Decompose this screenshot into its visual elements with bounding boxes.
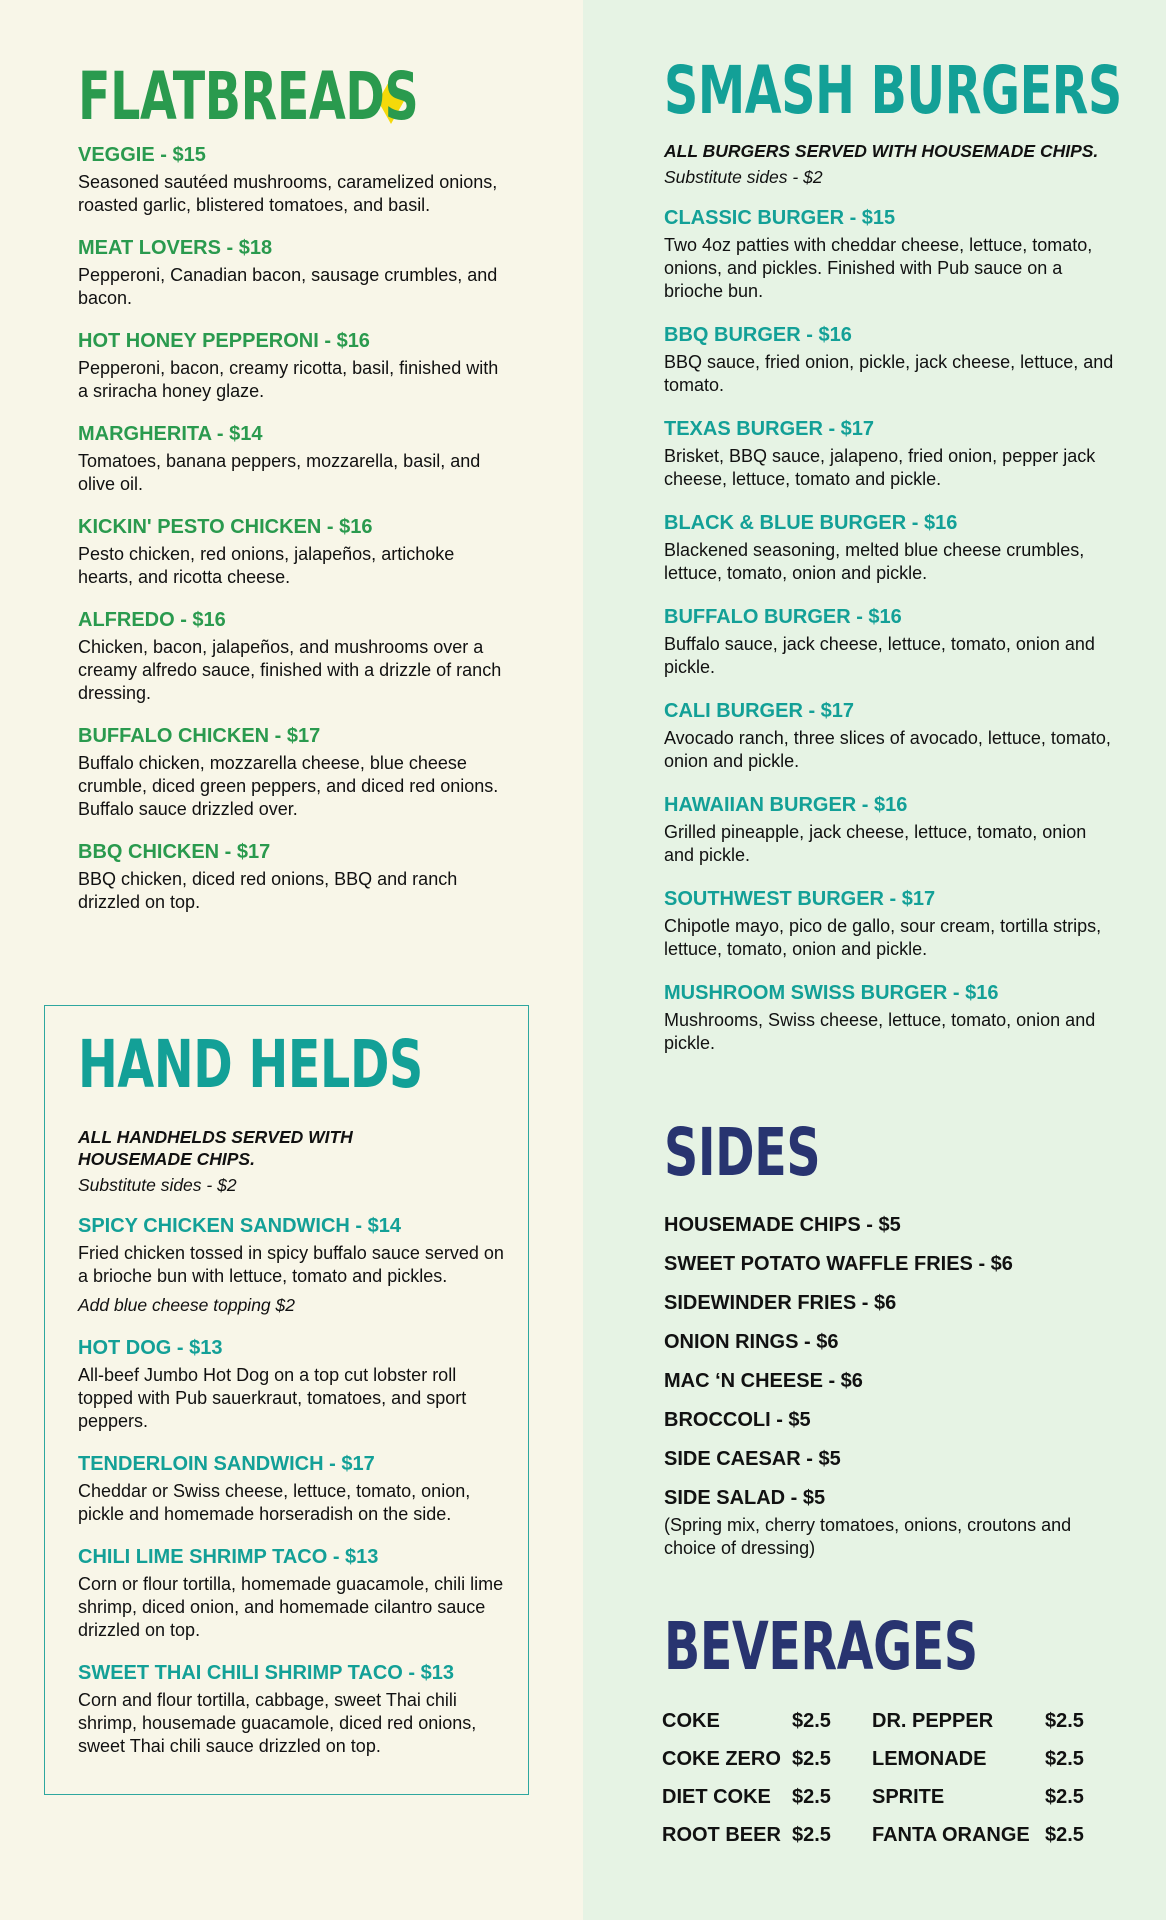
salad-note: (Spring mix, cherry tomatoes, onions, croutons and choice of dressing) xyxy=(664,1515,1072,1558)
item-name: ALFREDO - $16 xyxy=(78,609,226,631)
list-item xyxy=(664,324,1114,397)
item-name: CHILI LIME SHRIMP TACO - $13 xyxy=(78,1546,379,1568)
handhelds-title: HAND HELDS xyxy=(78,1026,423,1103)
item-name: BUFFALO CHICKEN - $17 xyxy=(78,725,321,747)
table-row xyxy=(662,1786,1122,1824)
item-name: SOUTHWEST BURGER - $17 xyxy=(664,888,936,910)
item-name: TENDERLOIN SANDWICH - $17 xyxy=(78,1453,375,1475)
item-desc: Fried chicken tossed in spicy buffalo sauce served on a brioche bun with lettuce, tomato and pickles. xyxy=(78,1243,504,1286)
beverages-title: BEVERAGES xyxy=(664,1608,978,1685)
beverage-price: $2.5 xyxy=(792,1748,831,1770)
item-name: BBQ BURGER - $16 xyxy=(664,324,852,346)
list-item: SIDEWINDER FRIES - $6 xyxy=(664,1292,897,1314)
list-item xyxy=(664,982,1114,1055)
item-desc: Tomatoes, banana peppers, mozzarella, basil, and olive oil. xyxy=(78,451,481,494)
item-desc: Chipotle mayo, pico de gallo, sour cream, tortilla strips, lettuce, tomato, onion and pickle. xyxy=(664,916,1102,959)
item-desc: Pepperoni, Canadian bacon, sausage crumbles, and bacon. xyxy=(78,265,498,308)
item-desc: Seasoned sautéed mushrooms, caramelized onions, roasted garlic, blistered tomatoes, and basil. xyxy=(78,172,498,215)
item-name: MUSHROOM SWISS BURGER - $16 xyxy=(664,982,999,1004)
item-name: HAWAIIAN BURGER - $16 xyxy=(664,794,908,816)
burgers-title: SMASH BURGERS xyxy=(664,52,1122,129)
item-desc: BBQ chicken, diced red onions, BBQ and ranch drizzled on top. xyxy=(78,869,458,912)
burgers-section xyxy=(664,52,1122,1076)
list-item xyxy=(78,330,508,403)
item-name: HOT HONEY PEPPERONI - $16 xyxy=(78,330,370,352)
handhelds-substitute: Substitute sides - $2 xyxy=(78,1175,237,1195)
list-item xyxy=(78,1662,518,1758)
beverage-price: $2.5 xyxy=(792,1824,831,1846)
flatbreads-list xyxy=(78,144,508,914)
table-row xyxy=(662,1748,1122,1786)
item-name: SWEET THAI CHILI SHRIMP TACO - $13 xyxy=(78,1662,454,1684)
item-desc: Blackened seasoning, melted blue cheese crumbles, lettuce, tomato, onion and pickle. xyxy=(664,540,1085,583)
list-item xyxy=(664,888,1114,961)
beverage-price: $2.5 xyxy=(792,1786,831,1808)
beverage-price: $2.5 xyxy=(1045,1824,1084,1846)
list-item: MAC ‘N CHEESE - $6 xyxy=(664,1370,863,1392)
beverage-name: ROOT BEER xyxy=(662,1824,781,1846)
item-desc: Avocado ranch, three slices of avocado, lettuce, tomato, onion and pickle. xyxy=(664,728,1111,771)
sides-section xyxy=(664,1114,1114,1560)
item-desc: Cheddar or Swiss cheese, lettuce, tomato, onion, pickle and homemade horseradish on the side. xyxy=(78,1481,471,1524)
beverage-name: LEMONADE xyxy=(872,1748,987,1770)
table-row xyxy=(662,1824,1122,1862)
list-item xyxy=(78,841,508,914)
list-item xyxy=(78,1546,518,1642)
item-name: MEAT LOVERS - $18 xyxy=(78,237,273,259)
sides-title: SIDES xyxy=(664,1114,821,1191)
beverage-price: $2.5 xyxy=(1045,1748,1084,1770)
beverage-name: FANTA ORANGE xyxy=(872,1824,1030,1846)
item-name: VEGGIE - $15 xyxy=(78,144,206,166)
table-row xyxy=(662,1710,1122,1748)
list-item xyxy=(78,423,508,496)
list-item: SIDE CAESAR - $5 xyxy=(664,1448,841,1470)
list-item xyxy=(664,606,1114,679)
burgers-note: ALL BURGERS SERVED WITH HOUSEMADE CHIPS. xyxy=(664,141,1099,161)
list-item xyxy=(664,512,1114,585)
list-item: ONION RINGS - $6 xyxy=(664,1331,839,1353)
item-desc: Pesto chicken, red onions, jalapeños, artichoke hearts, and ricotta cheese. xyxy=(78,544,455,587)
beverages-table xyxy=(662,1710,1122,1862)
list-item xyxy=(78,1215,518,1317)
list-item xyxy=(78,1337,518,1433)
beverage-name: SPRITE xyxy=(872,1786,945,1808)
list-item xyxy=(78,725,508,821)
list-item xyxy=(78,237,508,310)
list-item xyxy=(78,516,508,589)
item-desc: Corn and flour tortilla, cabbage, sweet Thai chili shrimp, housemade guacamole, diced red onions, sweet Thai chili sauce drizzled on top. xyxy=(78,1690,477,1756)
item-desc: Pepperoni, bacon, creamy ricotta, basil, finished with a sriracha honey glaze. xyxy=(78,358,499,401)
item-name: BUFFALO BURGER - $16 xyxy=(664,606,902,628)
item-name: BLACK & BLUE BURGER - $16 xyxy=(664,512,958,534)
handhelds-list xyxy=(78,1215,518,1758)
list-item xyxy=(664,418,1114,491)
item-desc: Corn or flour tortilla, homemade guacamole, chili lime shrimp, diced onion, and homemade cilantro sauce drizzled on top. xyxy=(78,1574,504,1640)
list-item: SWEET POTATO WAFFLE FRIES - $6 xyxy=(664,1253,1013,1275)
item-name: MARGHERITA - $14 xyxy=(78,423,263,445)
beverage-price: $2.5 xyxy=(1045,1786,1084,1808)
beverages-section xyxy=(662,1608,1122,1862)
item-desc: BBQ sauce, fried onion, pickle, jack cheese, lettuce, and tomato. xyxy=(664,352,1114,395)
item-desc: Buffalo chicken, mozzarella cheese, blue cheese crumble, diced green peppers, and diced red onions. Buffalo sauce drizzled over. xyxy=(78,753,499,819)
item-name: CLASSIC BURGER - $15 xyxy=(664,207,896,229)
item-name: HOT DOG - $13 xyxy=(78,1337,223,1359)
item-desc: Two 4oz patties with cheddar cheese, lettuce, tomato, onions, and pickles. Finished with Pub sauce on a brioche bun. xyxy=(664,235,1093,301)
flatbreads-title: FLATBREADS xyxy=(78,58,419,135)
item-desc: Buffalo sauce, jack cheese, lettuce, tomato, onion and pickle. xyxy=(664,634,1095,677)
beverage-name: DR. PEPPER xyxy=(872,1710,994,1732)
list-item xyxy=(664,794,1114,867)
sides-list xyxy=(664,1214,1114,1560)
list-item: SIDE SALAD - $5 xyxy=(664,1487,826,1509)
handhelds-section xyxy=(78,1026,518,1778)
item-desc: All-beef Jumbo Hot Dog on a top cut lobster roll topped with Pub sauerkraut, tomatoes, and sport peppers. xyxy=(78,1365,467,1431)
item-desc: Chicken, bacon, jalapeños, and mushrooms over a creamy alfredo sauce, finished with a drizzle of ranch dressing. xyxy=(78,637,502,703)
flatbreads-section xyxy=(78,58,508,934)
item-name: CALI BURGER - $17 xyxy=(664,700,855,722)
beverage-price: $2.5 xyxy=(792,1710,831,1732)
item-desc: Mushrooms, Swiss cheese, lettuce, tomato, onion and pickle. xyxy=(664,1010,1096,1053)
beverage-name: COKE xyxy=(662,1710,720,1732)
item-name: TEXAS BURGER - $17 xyxy=(664,418,875,440)
beverage-name: COKE ZERO xyxy=(662,1748,781,1770)
list-item xyxy=(78,609,508,705)
list-item: BROCCOLI - $5 xyxy=(664,1409,811,1431)
beverage-name: DIET COKE xyxy=(662,1786,771,1808)
item-desc: Grilled pineapple, jack cheese, lettuce, tomato, onion and pickle. xyxy=(664,822,1087,865)
list-item xyxy=(664,207,1114,303)
burgers-list xyxy=(664,207,1114,1055)
item-extra: Add blue cheese topping $2 xyxy=(78,1295,295,1315)
item-name: BBQ CHICKEN - $17 xyxy=(78,841,271,863)
list-item xyxy=(664,700,1114,773)
list-item: HOUSEMADE CHIPS - $5 xyxy=(664,1214,901,1236)
item-name: SPICY CHICKEN SANDWICH - $14 xyxy=(78,1215,402,1237)
beverage-price: $2.5 xyxy=(1045,1710,1084,1732)
handhelds-note: ALL HANDHELDS SERVED WITH HOUSEMADE CHIPS. xyxy=(78,1127,353,1169)
item-desc: Brisket, BBQ sauce, jalapeno, fried onion, pepper jack cheese, lettuce, tomato and pickle. xyxy=(664,446,1096,489)
list-item xyxy=(78,144,508,217)
burgers-substitute: Substitute sides - $2 xyxy=(664,167,823,187)
list-item xyxy=(78,1453,518,1526)
item-name: KICKIN' PESTO CHICKEN - $16 xyxy=(78,516,373,538)
